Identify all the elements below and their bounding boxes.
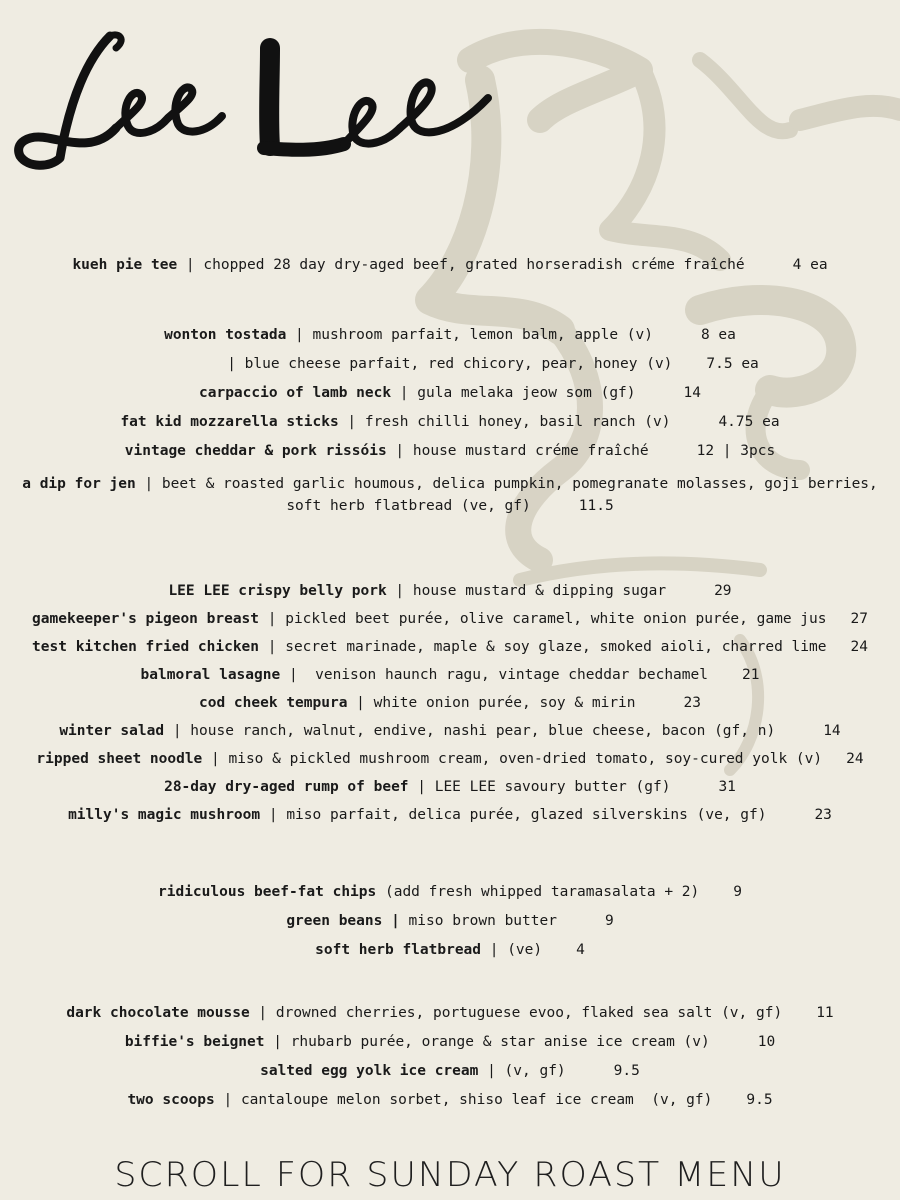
- item-price: 23: [683, 695, 701, 711]
- menu-item-beignet: [0, 1032, 900, 1052]
- item-name: wonton tostada: [164, 327, 287, 343]
- item-desc: | gula melaka jeow som (gf): [391, 385, 636, 401]
- item-desc: | miso & pickled mushroom cream, oven-dried tomato, soy-cured yolk (v): [202, 751, 823, 767]
- menu-item-fried-chicken: [0, 637, 900, 657]
- item-name: milly's magic mushroom: [68, 807, 261, 823]
- menu-item-sheet-noodle: [0, 749, 900, 769]
- menu-item-pigeon-breast: [0, 609, 900, 629]
- menu-item-two-scoops: [0, 1090, 900, 1110]
- menu-item-winter-salad: [0, 721, 900, 741]
- item-desc-line1: | beet & roasted garlic houmous, delica pumpkin, pomegranate molasses, goji berries,: [135, 476, 878, 492]
- item-price: 21: [741, 667, 760, 683]
- item-desc: miso brown butter: [399, 913, 557, 929]
- item-desc: | white onion purée, soy & mirin: [347, 695, 636, 711]
- item-price: 23: [814, 807, 832, 823]
- menu-item-crispy-belly-pork: [0, 581, 900, 601]
- scroll-for-sunday-roast-note: SCROLL FOR SUNDAY ROAST MENU: [114, 1155, 786, 1195]
- menu-item-rissois: [0, 441, 900, 461]
- menu-item-chocolate-mousse: [0, 1003, 900, 1023]
- item-desc: | drowned cherries, portuguese evoo, flaked sea salt (v, gf): [249, 1005, 783, 1021]
- item-price: 14: [683, 385, 701, 401]
- item-desc: | LEE LEE savoury butter (gf): [408, 779, 671, 795]
- item-price: 11: [816, 1005, 834, 1021]
- item-name: green beans |: [286, 913, 400, 929]
- item-price: 24: [850, 639, 868, 655]
- item-price: 9: [604, 913, 614, 929]
- item-name: 28-day dry-aged rump of beef: [164, 779, 409, 795]
- item-name: winter salad: [59, 723, 165, 739]
- item-price: 27: [850, 611, 868, 627]
- item-desc: | fresh chilli honey, basil ranch (v): [338, 414, 671, 430]
- item-name: test kitchen fried chicken: [32, 639, 260, 655]
- item-desc: | (v, gf): [478, 1063, 566, 1079]
- item-price: 29: [714, 583, 732, 599]
- item-desc: | (ve): [481, 942, 543, 958]
- item-desc: | house mustard créme fraîché: [386, 443, 649, 459]
- item-price: 24: [846, 751, 864, 767]
- item-price: 7.5 ea: [706, 356, 759, 372]
- item-desc: | house mustard & dipping sugar: [386, 583, 667, 599]
- menu-item-wonton-tostada: [0, 325, 900, 345]
- item-name: two scoops: [127, 1092, 215, 1108]
- item-price: 10: [757, 1034, 776, 1050]
- menu-item-beef-fat-chips: [0, 882, 900, 902]
- item-desc: | blue cheese parfait, red chicory, pear, honey (v): [227, 356, 673, 372]
- item-name: gamekeeper's pigeon breast: [32, 611, 260, 627]
- menu-item-wonton-tostada-variant: [0, 354, 900, 374]
- leelee-logo: [8, 18, 508, 178]
- item-price: 14: [823, 723, 841, 739]
- item-name: vintage cheddar & pork rissóis: [124, 443, 387, 459]
- item-price: 8 ea: [700, 327, 736, 343]
- item-name: ripped sheet noodle: [36, 751, 203, 767]
- menu-item-carpaccio: [0, 383, 900, 403]
- item-desc: | mushroom parfait, lemon balm, apple (v): [286, 327, 653, 343]
- item-desc: (add fresh whipped taramasalata + 2): [376, 884, 700, 900]
- item-desc: | venison haunch ragu, vintage cheddar bechamel: [280, 667, 708, 683]
- item-name: a dip for jen: [22, 476, 136, 492]
- menu-item-lasagne: [0, 665, 900, 685]
- item-price: 11.5: [578, 498, 614, 514]
- item-name: fat kid mozzarella sticks: [120, 414, 339, 430]
- item-name: carpaccio of lamb neck: [199, 385, 392, 401]
- item-desc: | pickled beet purée, olive caramel, white onion purée, game jus: [259, 611, 827, 627]
- item-desc: | house ranch, walnut, endive, nashi pear, blue cheese, bacon (gf, n): [164, 723, 776, 739]
- item-name: dark chocolate mousse: [66, 1005, 250, 1021]
- item-name: balmoral lasagne: [140, 667, 281, 683]
- menu-item-mozzarella-sticks: [0, 412, 900, 432]
- item-name: LEE LEE crispy belly pork: [168, 583, 387, 599]
- item-price: 9.5: [746, 1092, 773, 1108]
- item-desc-line2: soft herb flatbread (ve, gf): [286, 498, 531, 514]
- item-name: cod cheek tempura: [199, 695, 348, 711]
- item-name: salted egg yolk ice cream: [260, 1063, 479, 1079]
- item-price: 9.5: [613, 1063, 640, 1079]
- item-desc: | chopped 28 day dry-aged beef, grated horseradish créme fraîché: [177, 257, 745, 273]
- item-price: 12 | 3pcs: [696, 443, 776, 459]
- menu-item-dip-for-jen: [0, 474, 900, 494]
- item-desc: | secret marinade, maple & soy glaze, smoked aioli, charred lime: [259, 639, 827, 655]
- menu-item-flatbread: [0, 940, 900, 960]
- item-price: 31: [718, 779, 736, 795]
- item-desc: | miso parfait, delica purée, glazed silverskins (ve, gf): [260, 807, 767, 823]
- item-name: kueh pie tee: [72, 257, 178, 273]
- menu-item-cod-cheek: [0, 693, 900, 713]
- menu-item-magic-mushroom: [0, 805, 900, 825]
- item-name: biffie's beignet: [124, 1034, 265, 1050]
- item-price: 4 ea: [792, 257, 828, 273]
- item-name: soft herb flatbread: [315, 942, 482, 958]
- menu-item-rump-of-beef: [0, 777, 900, 797]
- menu-item-egg-yolk-ice-cream: [0, 1061, 900, 1081]
- item-desc: | cantaloupe melon sorbet, shiso leaf ice cream (v, gf): [214, 1092, 713, 1108]
- item-desc: | rhubarb purée, orange & star anise ice cream (v): [264, 1034, 710, 1050]
- menu-item-kueh-pie-tee: [0, 255, 900, 275]
- item-name: ridiculous beef-fat chips: [158, 884, 377, 900]
- item-price: 9: [733, 884, 742, 900]
- menu-item-dip-for-jen-line2: [0, 496, 900, 516]
- item-price: 4.75 ea: [718, 414, 780, 430]
- menu-item-green-beans: [0, 911, 900, 931]
- item-price: 4: [576, 942, 585, 958]
